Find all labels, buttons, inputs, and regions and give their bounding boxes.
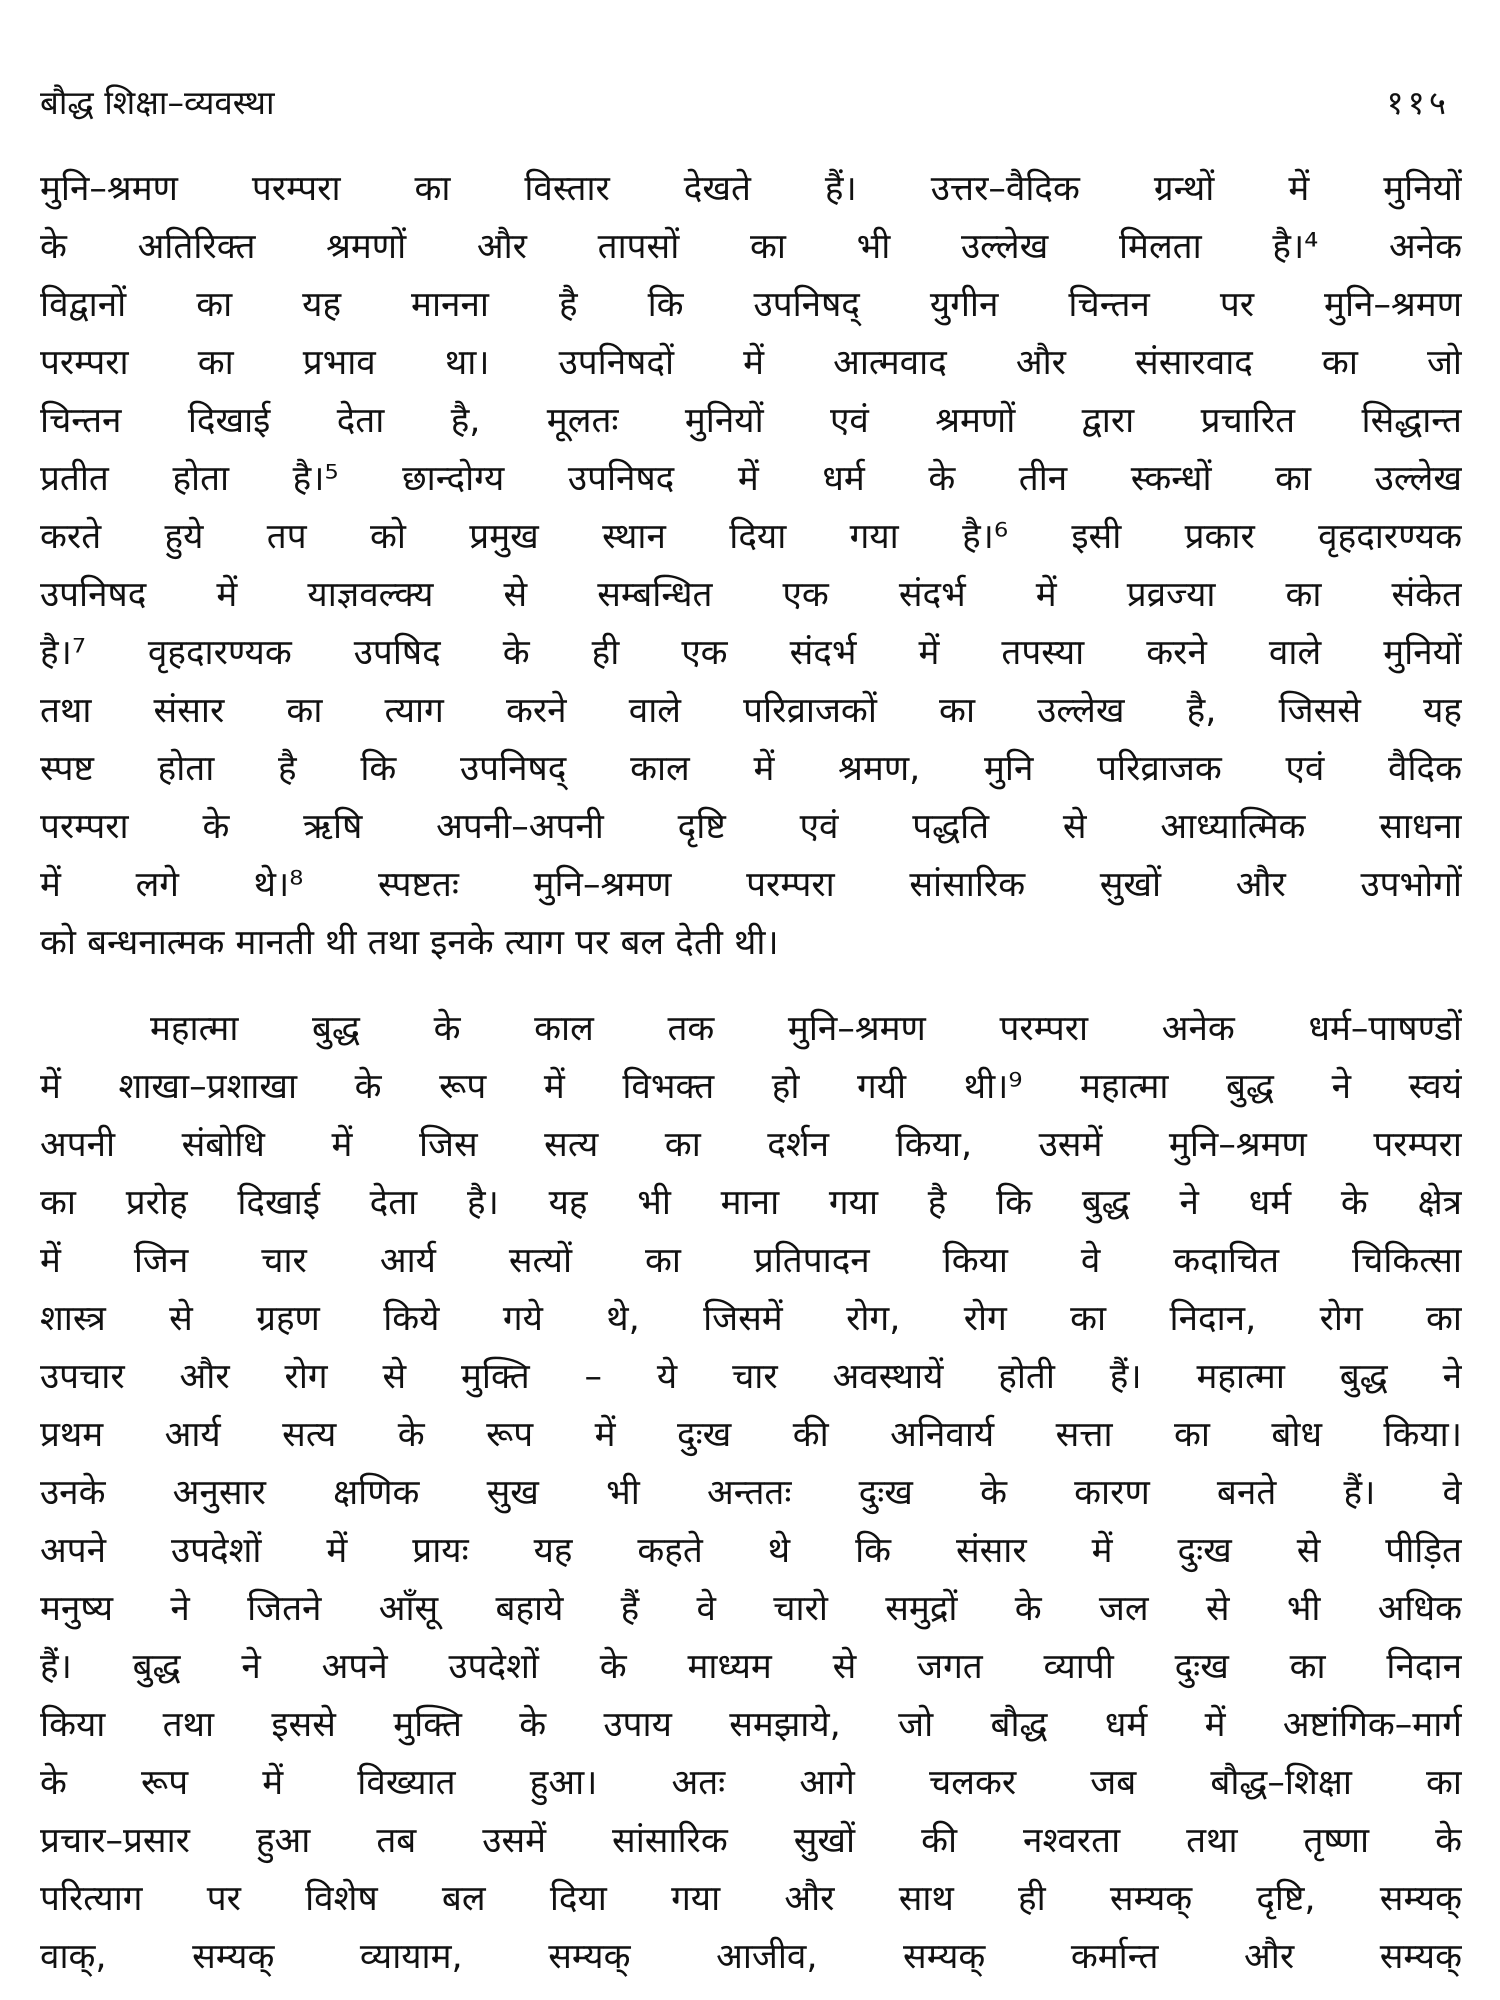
text-line: को बन्धनात्मक मानती थी तथा इनके त्याग पर बल देती थी। [40, 923, 779, 963]
text-line: के रूप में विख्यात हुआ। अतः आगे चलकर जब बौद्ध–शिक्षा का [40, 1763, 1462, 1803]
text-line: विद्वानों का यह मानना है कि उपनिषद् युगीन चिन्तन पर मुनि–श्रमण [40, 285, 1462, 325]
text-line: का प्ररोह दिखाई देता है। यह भी माना गया है कि बुद्ध ने धर्म के क्षेत्र [40, 1183, 1462, 1223]
text-line: प्रचार–प्रसार हुआ तब उसमें सांसारिक सुखों की नश्वरता तथा तृष्णा के [40, 1821, 1462, 1861]
text-line: करते हुये तप को प्रमुख स्थान दिया गया है।⁶ इसी प्रकार वृहदारण्यक [40, 517, 1462, 557]
text-line: प्रथम आर्य सत्य के रूप में दुःख की अनिवार्य सत्ता का बोध किया। [40, 1415, 1462, 1455]
text-line: किया तथा इससे मुक्ति के उपाय समझाये, जो बौद्ध धर्म में अष्टांगिक–मार्ग [40, 1705, 1462, 1745]
text-line: महात्मा बुद्ध के काल तक मुनि–श्रमण परम्परा अनेक धर्म–पाषण्डों [150, 1009, 1462, 1049]
text-line: के अतिरिक्त श्रमणों और तापसों का भी उल्लेख मिलता है।⁴ अनेक [40, 227, 1462, 267]
text-line: वाक्, सम्यक् व्यायाम, सम्यक् आजीव, सम्यक् कर्मान्त और सम्यक् [40, 1937, 1462, 1977]
text-line: उपनिषद में याज्ञवल्क्य से सम्बन्धित एक संदर्भ में प्रव्रज्या का संकेत [40, 575, 1462, 615]
body-text [40, 160, 1462, 1986]
text-line: अपने उपदेशों में प्रायः यह कहते थे कि संसार में दुःख से पीड़ित [40, 1531, 1462, 1571]
text-line: उपचार और रोग से मुक्ति – ये चार अवस्थायें होती हैं। महात्मा बुद्ध ने [40, 1357, 1462, 1397]
text-line: स्पष्ट होता है कि उपनिषद् काल में श्रमण, मुनि परिव्राजक एवं वैदिक [40, 749, 1462, 789]
text-line: मुनि–श्रमण परम्परा का विस्तार देखते हैं। उत्तर–वैदिक ग्रन्थों में मुनियों [40, 169, 1462, 209]
paragraph-2 [40, 1000, 1462, 1986]
paragraph-1 [40, 160, 1462, 972]
text-line: में जिन चार आर्य सत्यों का प्रतिपादन किया वे कदाचित चिकित्सा [40, 1241, 1462, 1281]
page-number: ११५ [1386, 83, 1450, 122]
text-line: में लगे थे।⁸ स्पष्टतः मुनि–श्रमण परम्परा सांसारिक सुखों और उपभोगों [40, 865, 1462, 905]
text-line: उनके अनुसार क्षणिक सुख भी अन्ततः दुःख के कारण बनते हैं। वे [40, 1473, 1462, 1513]
text-line: शास्त्र से ग्रहण किये गये थे, जिसमें रोग, रोग का निदान, रोग का [40, 1299, 1462, 1339]
text-line: में शाखा–प्रशाखा के रूप में विभक्त हो गयी थी।⁹ महात्मा बुद्ध ने स्वयं [40, 1067, 1462, 1107]
text-line: चिन्तन दिखाई देता है, मूलतः मुनियों एवं श्रमणों द्वारा प्रचारित सिद्धान्त [40, 401, 1462, 441]
text-line: अपनी संबोधि में जिस सत्य का दर्शन किया, उसमें मुनि–श्रमण परम्परा [40, 1125, 1462, 1165]
text-line: परित्याग पर विशेष बल दिया गया और साथ ही सम्यक् दृष्टि, सम्यक् [40, 1879, 1462, 1919]
running-header-title: बौद्ध शिक्षा–व्यवस्था [40, 83, 275, 122]
paragraph-gap [40, 972, 1462, 1000]
text-line: प्रतीत होता है।⁵ छान्दोग्य उपनिषद में धर्म के तीन स्कन्धों का उल्लेख [40, 459, 1462, 499]
text-line: परम्परा का प्रभाव था। उपनिषदों में आत्मवाद और संसारवाद का जो [40, 343, 1462, 383]
text-line: परम्परा के ऋषि अपनी–अपनी दृष्टि एवं पद्धति से आध्यात्मिक साधना [40, 807, 1462, 847]
text-line: मनुष्य ने जितने आँसू बहाये हैं वे चारो समुद्रों के जल से भी अधिक [40, 1589, 1462, 1629]
text-line: हैं। बुद्ध ने अपने उपदेशों के माध्यम से जगत व्यापी दुःख का निदान [40, 1647, 1462, 1687]
text-line: तथा संसार का त्याग करने वाले परिव्राजकों का उल्लेख है, जिससे यह [40, 691, 1462, 731]
running-header [40, 78, 1450, 128]
text-line: है।⁷ वृहदारण्यक उपषिद के ही एक संदर्भ में तपस्या करने वाले मुनियों [40, 633, 1462, 673]
